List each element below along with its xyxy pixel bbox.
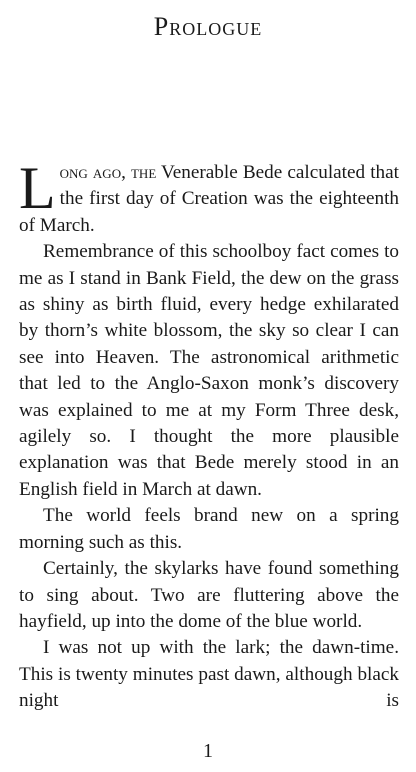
body-text bbox=[19, 155, 399, 715]
chapter-title: Prologue bbox=[153, 12, 263, 41]
paragraph-2: Remembrance of this schoolboy fact comes to me as I stand in Bank Field, the dew on the grass as shiny as birth fluid, every hedge exhilarated by thorn’s white blossom, the sky so clear I can see into Heaven. The astronomical arithmetic that led to the Anglo-Saxon monk’s discovery was explained to me at my Form Three desk, agilely so. I thought the more plausible explanation was that Bede merely stood in an English field in March at dawn. bbox=[19, 241, 399, 500]
page-number: 1 bbox=[203, 740, 213, 762]
drop-cap: L bbox=[19, 155, 56, 221]
paragraph-1 bbox=[19, 155, 399, 239]
paragraph-3: The world feels brand new on a spring morning such as this. bbox=[19, 505, 399, 553]
paragraph-5: I was not up with the lark; the dawn-time. This is twenty minutes past dawn, although black night is bbox=[19, 637, 399, 712]
lead-in-smallcaps: ong ago, the bbox=[59, 162, 157, 183]
paragraph-1-rest: Venerable Bede calculated that the first day of Creation was the eighteenth of March. bbox=[19, 162, 399, 236]
paragraph-4: Certainly, the skylarks have found something to sing about. Two are fluttering above the hayfield, up into the dome of the blue world. bbox=[19, 558, 399, 632]
